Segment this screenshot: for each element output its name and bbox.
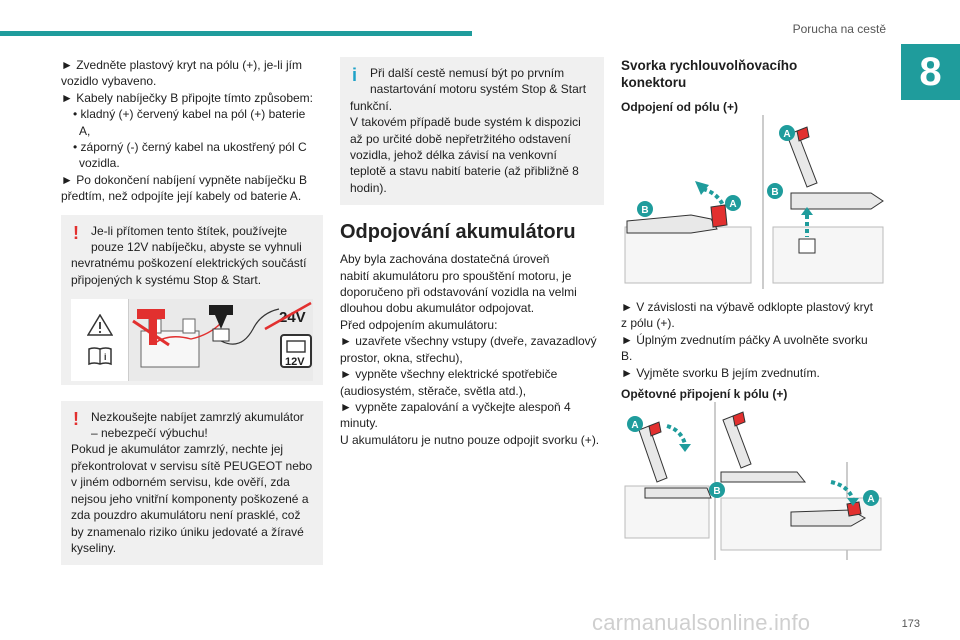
text-line: připojených k systému Stop & Start. (71, 272, 262, 287)
text-line: z pólu (+). (621, 316, 675, 331)
text-line: Před odpojením akumulátoru: (340, 317, 498, 332)
disconnect-illustration (621, 115, 887, 293)
text-line: funkční. (350, 98, 393, 113)
text-line: v jiném odborném servisu, kde ověří, zda (71, 475, 290, 490)
text-line: ► Vyjměte svorku B jejím zvednutím. (621, 365, 820, 380)
stop-start-label (71, 299, 313, 381)
text-line: vozidlo vybaveno. (61, 74, 157, 89)
text-line: nejsou jeho vnitřní komponenty poškozené a (71, 491, 309, 506)
text-line: ► Úplným zvednutím páčky A uvolněte svorku (621, 332, 868, 347)
header-title: Porucha na cestě (792, 22, 886, 36)
text-line: Pokud je akumulátor zamrzlý, nechte jej (71, 442, 284, 457)
warning-triangle-icon (87, 314, 113, 336)
text-line: ► Zvedněte plastový kryt na pólu (+), je-li jím (61, 58, 302, 72)
text-line: nabití akumulátoru pro spouštění motoru, je (340, 268, 572, 283)
text-line: doporučeno při odstavování vozidla na velmi (340, 285, 577, 300)
text-line: nevratnému poškození elektrických součástí (71, 256, 307, 271)
page-number: 173 (901, 618, 920, 630)
text-line: dlouhou dobu akumulátor odpojovat. (340, 301, 535, 316)
text-line: (audiosystém, stěrače, světla atd.), (340, 383, 527, 398)
warning-box-frozen (61, 401, 323, 566)
exclamation-icon: ! (73, 408, 79, 429)
text-line: vozidla, jehož délka závisí na venkovní (350, 148, 557, 163)
text-line: ► Kabely nabíječky B připojte tímto způsobem: (61, 90, 313, 105)
reconnect-illustration (621, 402, 887, 564)
text-line: Při další cestě nemusí být po prvním (370, 66, 565, 80)
column-1 (61, 57, 323, 565)
text-line: předtím, než odpojíte její kabely od baterie A. (61, 189, 302, 204)
text-line: hodin). (350, 180, 387, 195)
label-12v: 12V (285, 356, 305, 369)
svg-text:B: B (641, 205, 649, 216)
info-box-stop-start (340, 57, 604, 205)
text-line: B. (621, 349, 633, 364)
subsection-heading: Svorka rychlouvolňovacího (621, 58, 798, 73)
svg-text:A: A (867, 494, 875, 506)
svg-text:i: i (103, 352, 107, 363)
text-line: Je-li přítomen tento štítek, používejte (91, 223, 288, 238)
text-line: kyseliny. (71, 540, 117, 555)
svg-text:B: B (713, 486, 721, 498)
text-line: zda pouzdro akumulátoru není prasklé, což (71, 508, 301, 523)
text-line: pouze 12V nabíječku, abyste se vyhnuli (91, 240, 302, 255)
exclamation-icon: ! (73, 222, 79, 243)
text-line: U akumulátoru je nutno pouze odpojit svorku (+). (340, 432, 600, 447)
warning-box-12v (61, 215, 323, 385)
text-line: nastartování motoru systém Stop & Start (370, 82, 587, 97)
text-line: překontrolovat v servisu sítě PEUGEOT nebo (71, 458, 313, 473)
label-24v: 24V (279, 309, 306, 327)
charger-clamp-icon (209, 305, 233, 329)
text-line: minuty. (340, 416, 378, 431)
text-line: • záporný (-) černý kabel na ukostřený pól C (73, 140, 307, 155)
text-line: by znamenalo riziko úniku jedovaté a žíravé (71, 524, 304, 539)
subheading-disconnect: Odpojení od pólu (+) (621, 100, 738, 114)
label-symbols (71, 299, 129, 381)
text-line: V takovém případě bude systém k dispozici (350, 115, 581, 130)
watermark: carmanualsonline.info (592, 610, 811, 635)
text-line: • kladný (+) červený kabel na pól (+) baterie (73, 107, 306, 122)
subsection-heading: konektoru (621, 75, 687, 90)
subheading-reconnect: Opětovné připojení k pólu (+) (621, 387, 788, 402)
column-2 (340, 57, 604, 448)
text-line: Aby byla zachována dostatečná úroveň (340, 252, 550, 267)
text-line: ► vypněte zapalování a vyčkejte alespoň 4 (340, 399, 571, 414)
svg-text:B: B (771, 187, 779, 198)
charger-illustration (129, 299, 313, 381)
svg-text:A: A (783, 129, 791, 140)
section-heading: Odpojování akumulátoru (340, 221, 576, 244)
text-line: – nebezpečí výbuchu! (91, 426, 208, 441)
text-line: ► uzavřete všechny vstupy (dveře, zavazadlový (340, 334, 597, 349)
svg-text:A: A (729, 199, 737, 210)
svg-text:A: A (631, 420, 639, 432)
text-line: až po určité době nepřetržitého odstavení (350, 131, 571, 146)
label-illustration (129, 299, 313, 381)
chapter-badge: 8 (901, 44, 960, 100)
text-line: A, (79, 123, 91, 138)
text-line: ► vypněte všechny elektrické spotřebiče (340, 367, 558, 382)
info-icon: i (352, 65, 358, 85)
column-3 (621, 57, 889, 564)
text-line: teplotě a stavu nabití baterie (až přibližně 8 (350, 164, 579, 179)
text-line: ► V závislosti na výbavě odklopte plastový kryt (621, 300, 873, 314)
text-line: Nezkoušejte nabíjet zamrzlý akumulátor (91, 409, 304, 424)
text-line: ► Po dokončení nabíjení vypněte nabíječku B (61, 172, 308, 187)
text-line: prostor, okna, střechu), (340, 350, 463, 365)
text-line: vozidla. (79, 156, 120, 171)
manual-book-icon (87, 346, 113, 366)
header-accent-bar (0, 31, 472, 36)
